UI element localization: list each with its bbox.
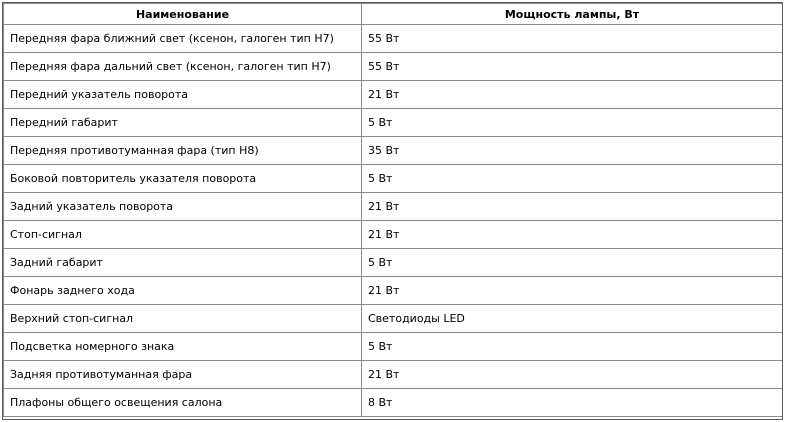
cell-power: 5 Вт [362, 249, 783, 277]
cell-name: Задний габарит [4, 249, 362, 277]
cell-name: Передняя фара ближний свет (ксенон, галоген тип Н7) [4, 25, 362, 53]
table-row [4, 53, 783, 81]
cell-name: Передняя фара дальний свет (ксенон, галоген тип Н7) [4, 53, 362, 81]
cell-name: Передний габарит [4, 109, 362, 137]
cell-power: 35 Вт [362, 137, 783, 165]
cell-power: 8 Вт [362, 389, 783, 417]
table-row [4, 221, 783, 249]
table-row [4, 277, 783, 305]
cell-name: Плафоны общего освещения салона [4, 389, 362, 417]
table-row [4, 193, 783, 221]
cell-power: 55 Вт [362, 53, 783, 81]
cell-power: 55 Вт [362, 25, 783, 53]
table-header [4, 4, 783, 25]
cell-power: 5 Вт [362, 109, 783, 137]
cell-name: Стоп-сигнал [4, 221, 362, 249]
header-name: Наименование [4, 4, 362, 25]
lamp-power-table [3, 3, 783, 417]
table-row [4, 81, 783, 109]
cell-power: 5 Вт [362, 333, 783, 361]
cell-name: Фонарь заднего хода [4, 277, 362, 305]
cell-name: Задний указатель поворота [4, 193, 362, 221]
table-row [4, 361, 783, 389]
cell-name: Задняя противотуманная фара [4, 361, 362, 389]
cell-power: 5 Вт [362, 165, 783, 193]
cell-name: Верхний стоп-сигнал [4, 305, 362, 333]
cell-name: Передний указатель поворота [4, 81, 362, 109]
cell-name: Подсветка номерного знака [4, 333, 362, 361]
table-row [4, 333, 783, 361]
cell-name: Боковой повторитель указателя поворота [4, 165, 362, 193]
table-row [4, 305, 783, 333]
table-row [4, 25, 783, 53]
table-row [4, 389, 783, 417]
cell-power: 21 Вт [362, 361, 783, 389]
header-row [4, 4, 783, 25]
cell-power: Светодиоды LED [362, 305, 783, 333]
table-row [4, 137, 783, 165]
header-power: Мощность лампы, Вт [362, 4, 783, 25]
table-row [4, 249, 783, 277]
table-row [4, 109, 783, 137]
table-row [4, 165, 783, 193]
cell-power: 21 Вт [362, 81, 783, 109]
cell-power: 21 Вт [362, 277, 783, 305]
cell-power: 21 Вт [362, 193, 783, 221]
cell-name: Передняя противотуманная фара (тип Н8) [4, 137, 362, 165]
table-body [4, 25, 783, 417]
cell-power: 21 Вт [362, 221, 783, 249]
